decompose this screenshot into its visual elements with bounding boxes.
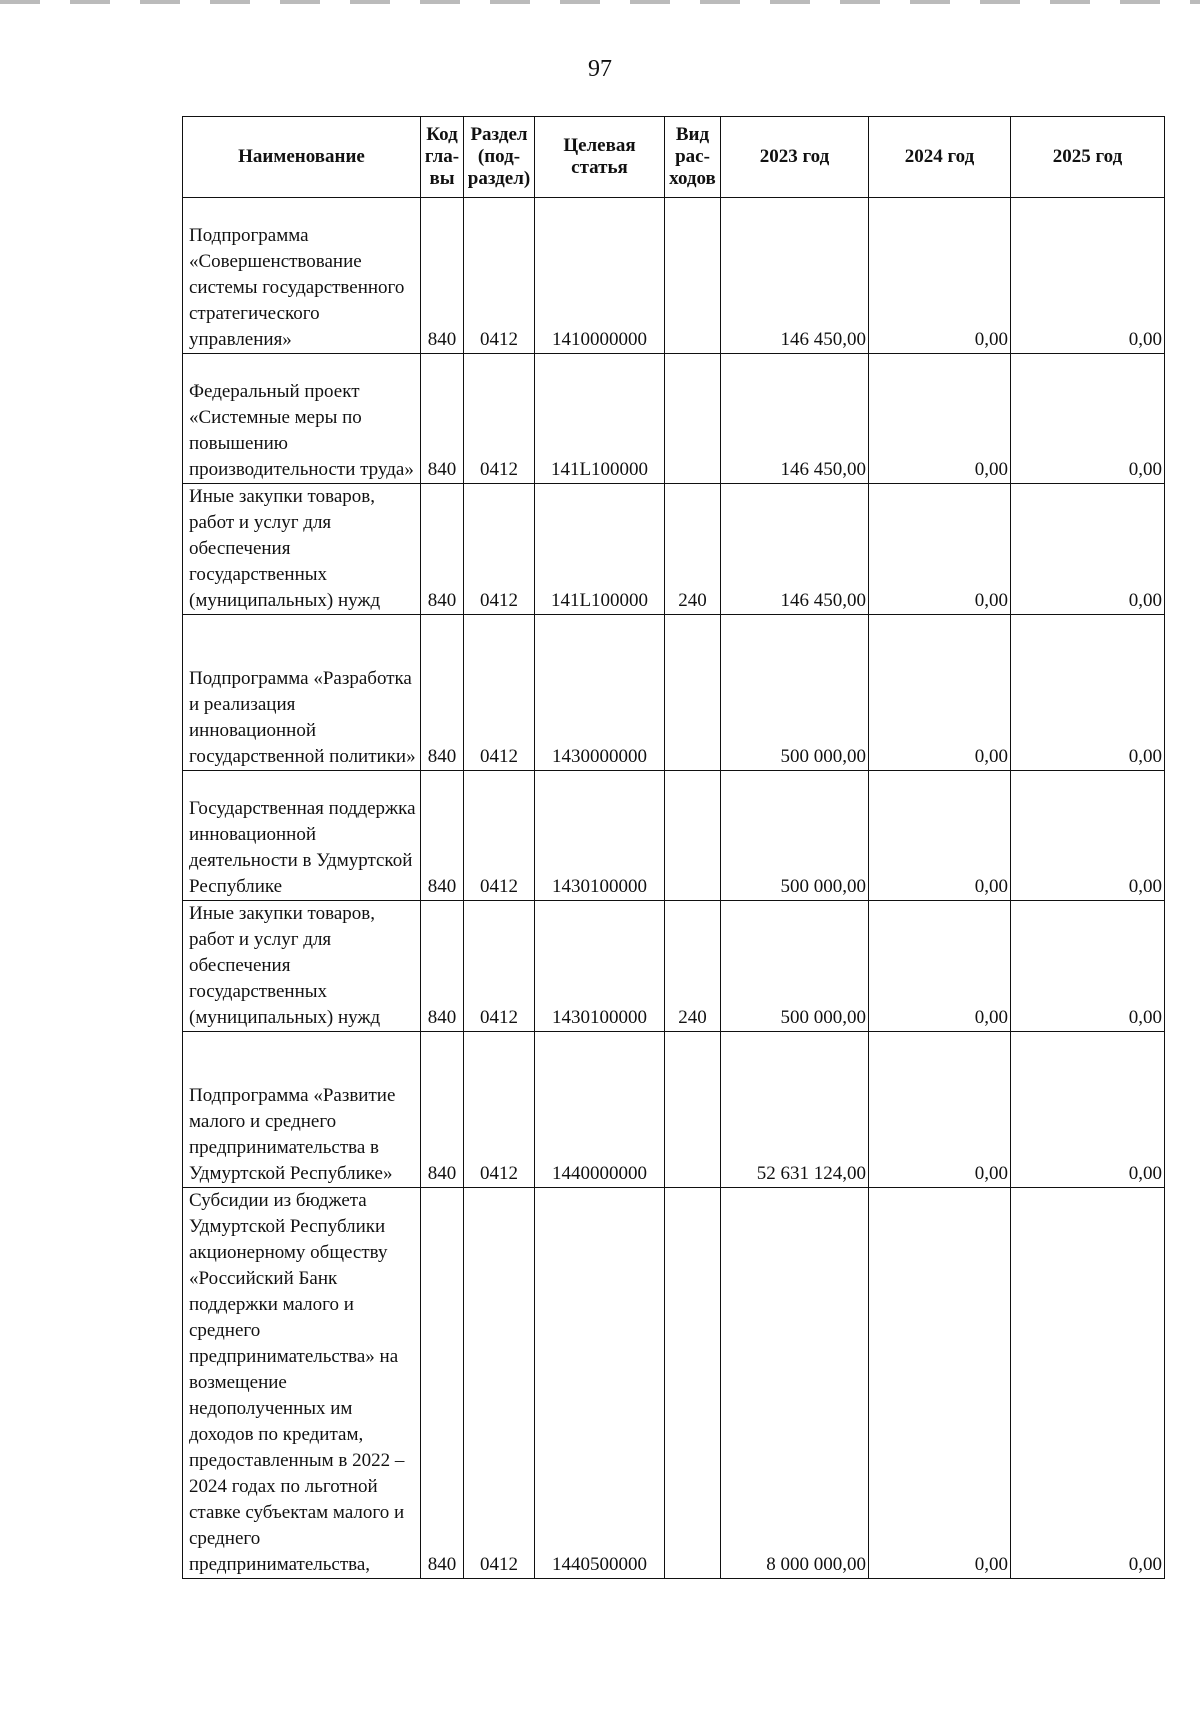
budget-table [182, 116, 1165, 1579]
cell-2023: 52 631 124,00 [721, 1032, 869, 1188]
cell-vid: 240 [665, 901, 721, 1032]
cell-glava: 840 [421, 198, 464, 354]
cell-2024: 0,00 [869, 354, 1011, 484]
cell-2024: 0,00 [869, 901, 1011, 1032]
cell-statya: 1430100000 [535, 771, 665, 901]
cell-statya: 1440500000 [535, 1188, 665, 1579]
cell-name: Государственная поддержка инновационной деятельности в Удмуртской Республике [183, 771, 421, 901]
cell-2023: 8 000 000,00 [721, 1188, 869, 1579]
header-glava: Код гла- вы [421, 117, 464, 198]
cell-name: Иные закупки товаров, работ и услуг для обеспечения государственных (муниципальных) нужд [183, 901, 421, 1032]
table-row [183, 1188, 1165, 1579]
cell-2025: 0,00 [1011, 901, 1165, 1032]
cell-2024: 0,00 [869, 198, 1011, 354]
cell-razdel: 0412 [464, 615, 535, 771]
table-row [183, 354, 1165, 484]
table-row [183, 1032, 1165, 1188]
cell-2023: 500 000,00 [721, 901, 869, 1032]
cell-glava: 840 [421, 1032, 464, 1188]
cell-glava: 840 [421, 354, 464, 484]
cell-2023: 146 450,00 [721, 484, 869, 615]
cell-statya: 1430100000 [535, 901, 665, 1032]
cell-2024: 0,00 [869, 615, 1011, 771]
cell-statya: 1430000000 [535, 615, 665, 771]
cell-vid [665, 1032, 721, 1188]
cell-2025: 0,00 [1011, 1188, 1165, 1579]
header-2025: 2025 год [1011, 117, 1165, 198]
cell-statya: 1410000000 [535, 198, 665, 354]
header-statya: Целевая статья [535, 117, 665, 198]
cell-2024: 0,00 [869, 484, 1011, 615]
header-razdel: Раздел (под- раздел) [464, 117, 535, 198]
cell-glava: 840 [421, 484, 464, 615]
cell-statya: 141L100000 [535, 354, 665, 484]
cell-2025: 0,00 [1011, 198, 1165, 354]
cell-glava: 840 [421, 615, 464, 771]
header-2023: 2023 год [721, 117, 869, 198]
cell-razdel: 0412 [464, 484, 535, 615]
cell-razdel: 0412 [464, 198, 535, 354]
header-vid: Вид рас- ходов [665, 117, 721, 198]
cell-razdel: 0412 [464, 771, 535, 901]
cell-2025: 0,00 [1011, 615, 1165, 771]
cell-razdel: 0412 [464, 1188, 535, 1579]
table-row [183, 484, 1165, 615]
cell-name: Федеральный проект «Системные меры по повышению производительности труда» [183, 354, 421, 484]
cell-name: Иные закупки товаров, работ и услуг для обеспечения государственных (муниципальных) нужд [183, 484, 421, 615]
scan-edge-mark [0, 0, 1200, 4]
cell-name: Подпрограмма «Разработка и реализация инновационной государственной политики» [183, 615, 421, 771]
header-name: Наименование [183, 117, 421, 198]
cell-razdel: 0412 [464, 354, 535, 484]
table-row [183, 771, 1165, 901]
cell-2024: 0,00 [869, 771, 1011, 901]
cell-statya: 141L100000 [535, 484, 665, 615]
cell-name: Субсидии из бюджета Удмуртской Республики акционерному обществу «Российский Банк поддержки малого и среднего предпринимательства» на возмещение недополученных им доходов по кредитам, предоставленным в 2022 – 2024 годах по льготной ставке субъектам малого и среднего предпринимательства, [183, 1188, 421, 1579]
cell-name: Подпрограмма «Развитие малого и среднего предпринимательства в Удмуртской Республике» [183, 1032, 421, 1188]
cell-razdel: 0412 [464, 1032, 535, 1188]
page-number: 97 [588, 56, 612, 82]
cell-2023: 146 450,00 [721, 198, 869, 354]
cell-vid: 240 [665, 484, 721, 615]
cell-vid [665, 198, 721, 354]
cell-2023: 500 000,00 [721, 771, 869, 901]
table-row [183, 198, 1165, 354]
cell-razdel: 0412 [464, 901, 535, 1032]
cell-2025: 0,00 [1011, 1032, 1165, 1188]
cell-2025: 0,00 [1011, 771, 1165, 901]
header-2024: 2024 год [869, 117, 1011, 198]
cell-glava: 840 [421, 901, 464, 1032]
cell-glava: 840 [421, 771, 464, 901]
cell-glava: 840 [421, 1188, 464, 1579]
cell-2023: 500 000,00 [721, 615, 869, 771]
cell-vid [665, 615, 721, 771]
cell-vid [665, 354, 721, 484]
cell-2024: 0,00 [869, 1032, 1011, 1188]
cell-2023: 146 450,00 [721, 354, 869, 484]
cell-statya: 1440000000 [535, 1032, 665, 1188]
cell-2025: 0,00 [1011, 354, 1165, 484]
cell-vid [665, 771, 721, 901]
cell-vid [665, 1188, 721, 1579]
cell-2024: 0,00 [869, 1188, 1011, 1579]
table-row [183, 901, 1165, 1032]
cell-name: Подпрограмма «Совершенствование системы государственного стратегического управления» [183, 198, 421, 354]
table-header-row [183, 117, 1165, 198]
cell-2025: 0,00 [1011, 484, 1165, 615]
table-row [183, 615, 1165, 771]
